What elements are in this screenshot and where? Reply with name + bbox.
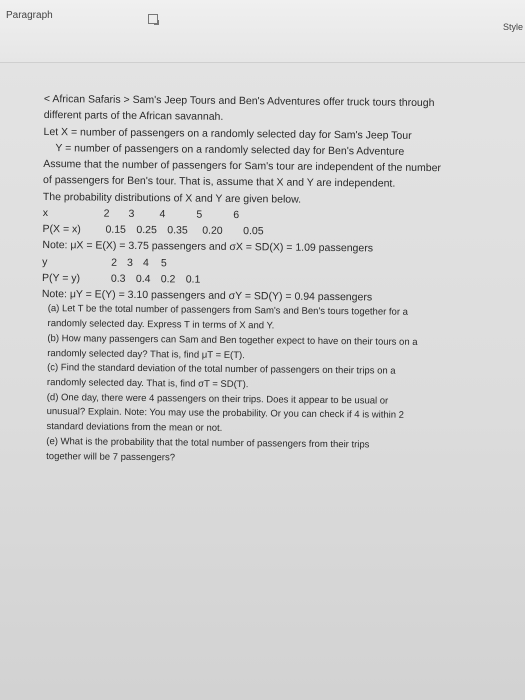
x-prob: 0.25 — [136, 224, 157, 237]
ribbon-toolbar — [0, 0, 525, 63]
y-note: Note: μY = E(Y) = 3.10 passengers and σY = SD(Y) = 0.94 passengers — [41, 288, 373, 304]
x-value: 4 — [159, 208, 166, 221]
x-note: Note: μX = E(X) = 3.75 passengers and σX = SD(X) = 1.09 passengers — [42, 239, 374, 255]
intro-line: < African Safaris > Sam's Jeep Tours and Ben's Adventures offer truck tours through — [43, 92, 435, 110]
x-prob: 0.20 — [202, 224, 223, 238]
x-value: 6 — [233, 208, 240, 221]
paragraph-dialog-launcher-icon[interactable] — [148, 14, 158, 26]
y-value: 3 — [126, 256, 133, 269]
intro-line: Y = number of passengers on a randomly selected day for Ben's Adventure — [55, 141, 405, 158]
y-value: 4 — [142, 256, 149, 269]
y-value: 2 — [111, 256, 118, 269]
question-line: (c) Find the standard deviation of the total number of passengers on their trips on a — [47, 362, 396, 378]
question-line: randomly selected day? That is, find μT = E(T). — [47, 347, 245, 361]
question-line: (d) One day, there were 4 passengers on their trips. Does it appear to be usual or — [46, 391, 389, 407]
x-var-label: x — [42, 206, 49, 219]
question-line: (a) Let T be the total number of passengers from Sam's and Ben's tours together for a — [47, 303, 409, 319]
intro-line: of passengers for Ben's tour. That is, assume that X and Y are independent. — [43, 174, 396, 191]
question-line: randomly selected day. That is, find σT = SD(T). — [46, 377, 249, 391]
x-value: 5 — [196, 208, 203, 221]
question-line: randomly selected day. Express T in terms of X and Y. — [47, 318, 275, 332]
document-page[interactable] — [0, 63, 525, 700]
x-value: 3 — [128, 207, 135, 220]
intro-line: different parts of the African savannah. — [43, 109, 224, 124]
y-prob: 0.4 — [135, 272, 151, 286]
intro-line: The probability distributions of X and Y are given below. — [42, 190, 302, 206]
styles-group-label: Style — [502, 22, 523, 32]
y-var-label: y — [42, 255, 48, 268]
document-body — [40, 91, 504, 469]
x-prob-label: P(X = x) — [42, 223, 81, 236]
y-value: 5 — [160, 256, 167, 269]
y-prob: 0.2 — [160, 273, 176, 286]
y-prob: 0.3 — [110, 272, 126, 285]
x-prob: 0.05 — [243, 225, 264, 238]
paragraph-group-label: Paragraph — [6, 10, 53, 21]
intro-line: Assume that the number of passengers for Sam's tour are independent of the number — [43, 158, 442, 175]
question-line: (b) How many passengers can Sam and Ben together expect to have on their tours on a — [47, 332, 418, 348]
y-prob-label: P(Y = y) — [41, 271, 81, 285]
question-line: standard deviations from the mean or not. — [46, 421, 223, 435]
question-line: (e) What is the probability that the total number of passengers from their trips — [46, 435, 370, 451]
x-value: 2 — [103, 207, 110, 220]
x-prob: 0.35 — [167, 224, 188, 237]
question-line: unusual? Explain. Note: You may use the probability. Or you can check if 4 is within 2 — [46, 406, 405, 422]
x-prob: 0.15 — [105, 223, 126, 236]
y-prob: 0.1 — [185, 273, 201, 286]
question-line: together will be 7 passengers? — [46, 450, 176, 464]
intro-line: Let X = number of passengers on a randomly selected day for Sam's Jeep Tour — [43, 125, 412, 142]
